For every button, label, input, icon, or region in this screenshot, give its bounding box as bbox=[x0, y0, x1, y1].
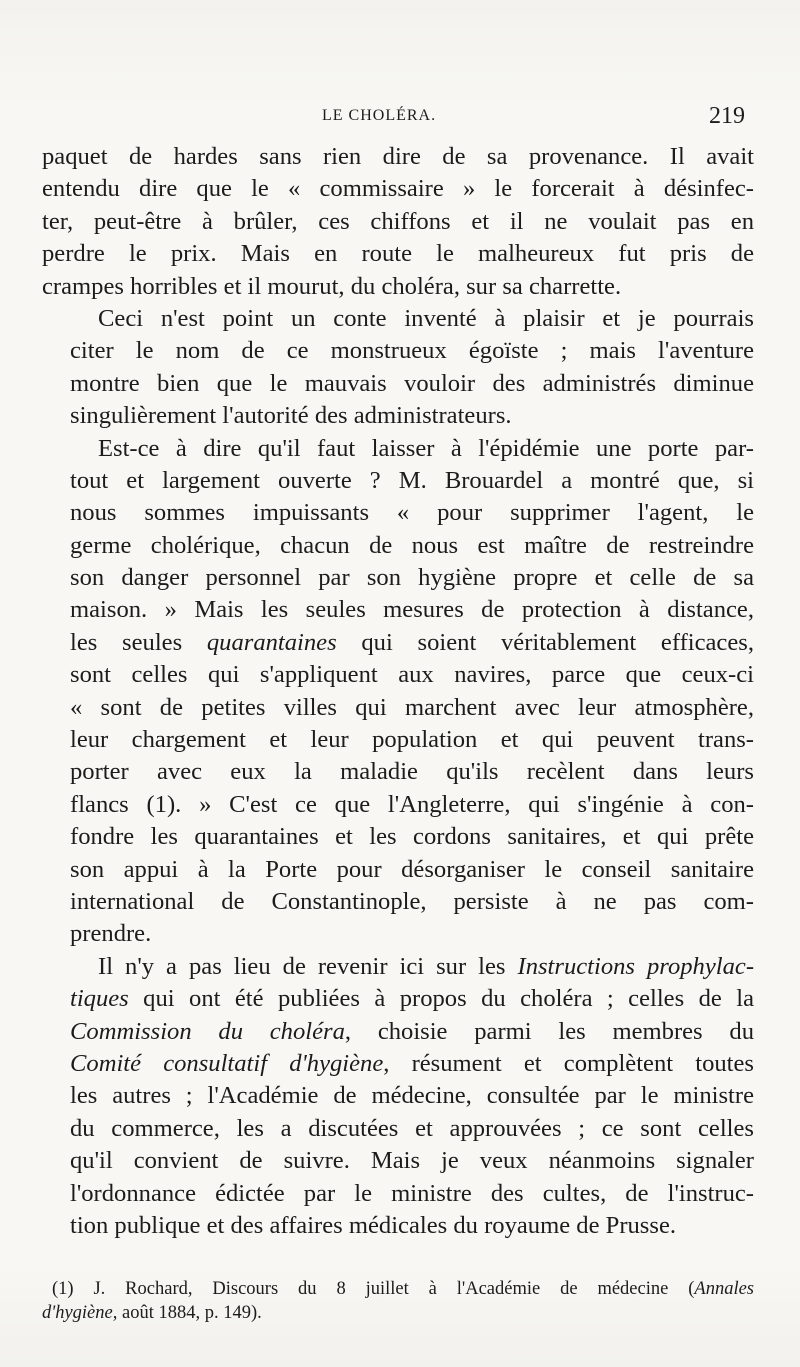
text-line: ter, peut-être à brûler, ces chiffons et il ne voulait pas en bbox=[42, 207, 754, 235]
page-number: 219 bbox=[709, 103, 745, 129]
paragraph bbox=[42, 951, 754, 1243]
text-line: les autres ; l'Académie de médecine, consultée par le ministre bbox=[70, 1082, 754, 1110]
text-line: flancs (1). » C'est ce que l'Angleterre, qui s'ingénie à con- bbox=[70, 790, 754, 818]
text-line: tiques qui ont été publiées à propos du choléra ; celles de la bbox=[70, 985, 754, 1013]
running-title: LE CHOLÉRA. bbox=[322, 107, 437, 124]
paragraph bbox=[42, 141, 754, 303]
body-text bbox=[42, 141, 754, 1242]
text-line: Est-ce à dire qu'il faut laisser à l'épidémie une porte par- bbox=[98, 434, 754, 462]
text-line: citer le nom de ce monstrueux égoïste ; mais l'aventure bbox=[70, 337, 754, 365]
text-line: fondre les quarantaines et les cordons sanitaires, et qui prête bbox=[70, 823, 754, 851]
footnote-line: (1) J. Rochard, Discours du 8 juillet à l'Académie de médecine (Annales bbox=[52, 1279, 754, 1299]
text-line: qu'il convient de suivre. Mais je veux néanmoins signaler bbox=[70, 1147, 754, 1175]
text-line: du commerce, les a discutées et approuvées ; ce sont celles bbox=[70, 1114, 754, 1142]
text-line: tout et largement ouverte ? M. Brouardel a montré que, si bbox=[70, 466, 754, 494]
text-line: l'ordonnance édictée par le ministre des cultes, de l'instruc- bbox=[70, 1179, 754, 1207]
text-line: les seules quarantaines qui soient véritablement efficaces, bbox=[70, 628, 754, 656]
text-line: montre bien que le mauvais vouloir des administrés diminue bbox=[70, 369, 754, 397]
paragraph bbox=[42, 303, 754, 433]
footnote-line: d'hygiène, août 1884, p. 149). bbox=[42, 1303, 262, 1323]
text-line: Il n'y a pas lieu de revenir ici sur les Instructions prophylac- bbox=[98, 952, 755, 980]
text-line: perdre le prix. Mais en route le malheureux fut pris de bbox=[42, 240, 754, 268]
text-line: maison. » Mais les seules mesures de protection à distance, bbox=[70, 596, 754, 624]
text-line: entendu dire que le « commissaire » le forcerait à désinfec- bbox=[42, 175, 754, 203]
text-line: Commission du choléra, choisie parmi les membres du bbox=[70, 1017, 754, 1045]
text-line: nous sommes impuissants « pour supprimer l'agent, le bbox=[70, 499, 754, 527]
paragraph bbox=[42, 433, 754, 951]
page-header bbox=[0, 103, 800, 133]
text-line: Ceci n'est point un conte inventé à plaisir et je pourrais bbox=[98, 304, 754, 332]
text-line: tion publique et des affaires médicales du royaume de Prusse. bbox=[70, 1211, 677, 1239]
text-line: « sont de petites villes qui marchent avec leur atmosphère, bbox=[70, 693, 754, 721]
text-line: son appui à la Porte pour désorganiser le conseil sanitaire bbox=[70, 855, 754, 883]
text-line: Comité consultatif d'hygiène, résument et complètent toutes bbox=[70, 1049, 754, 1077]
text-line: paquet de hardes sans rien dire de sa provenance. Il avait bbox=[42, 143, 754, 170]
text-line: crampes horribles et il mourut, du choléra, sur sa charrette. bbox=[42, 272, 622, 300]
text-line: son danger personnel par son hygiène propre et celle de sa bbox=[70, 564, 754, 592]
text-line: singulièrement l'autorité des administrateurs. bbox=[70, 402, 512, 430]
text-line: sont celles qui s'appliquent aux navires, parce que ceux-ci bbox=[70, 661, 754, 689]
text-line: leur chargement et leur population et qui peuvent trans- bbox=[70, 726, 754, 754]
text-line: germe cholérique, chacun de nous est maître de restreindre bbox=[70, 531, 754, 559]
footnote bbox=[42, 1277, 754, 1325]
text-line: international de Constantinople, persiste à ne pas com- bbox=[70, 887, 754, 915]
text-line: porter avec eux la maladie qu'ils recèlent dans leurs bbox=[70, 758, 754, 786]
text-line: prendre. bbox=[70, 920, 152, 948]
